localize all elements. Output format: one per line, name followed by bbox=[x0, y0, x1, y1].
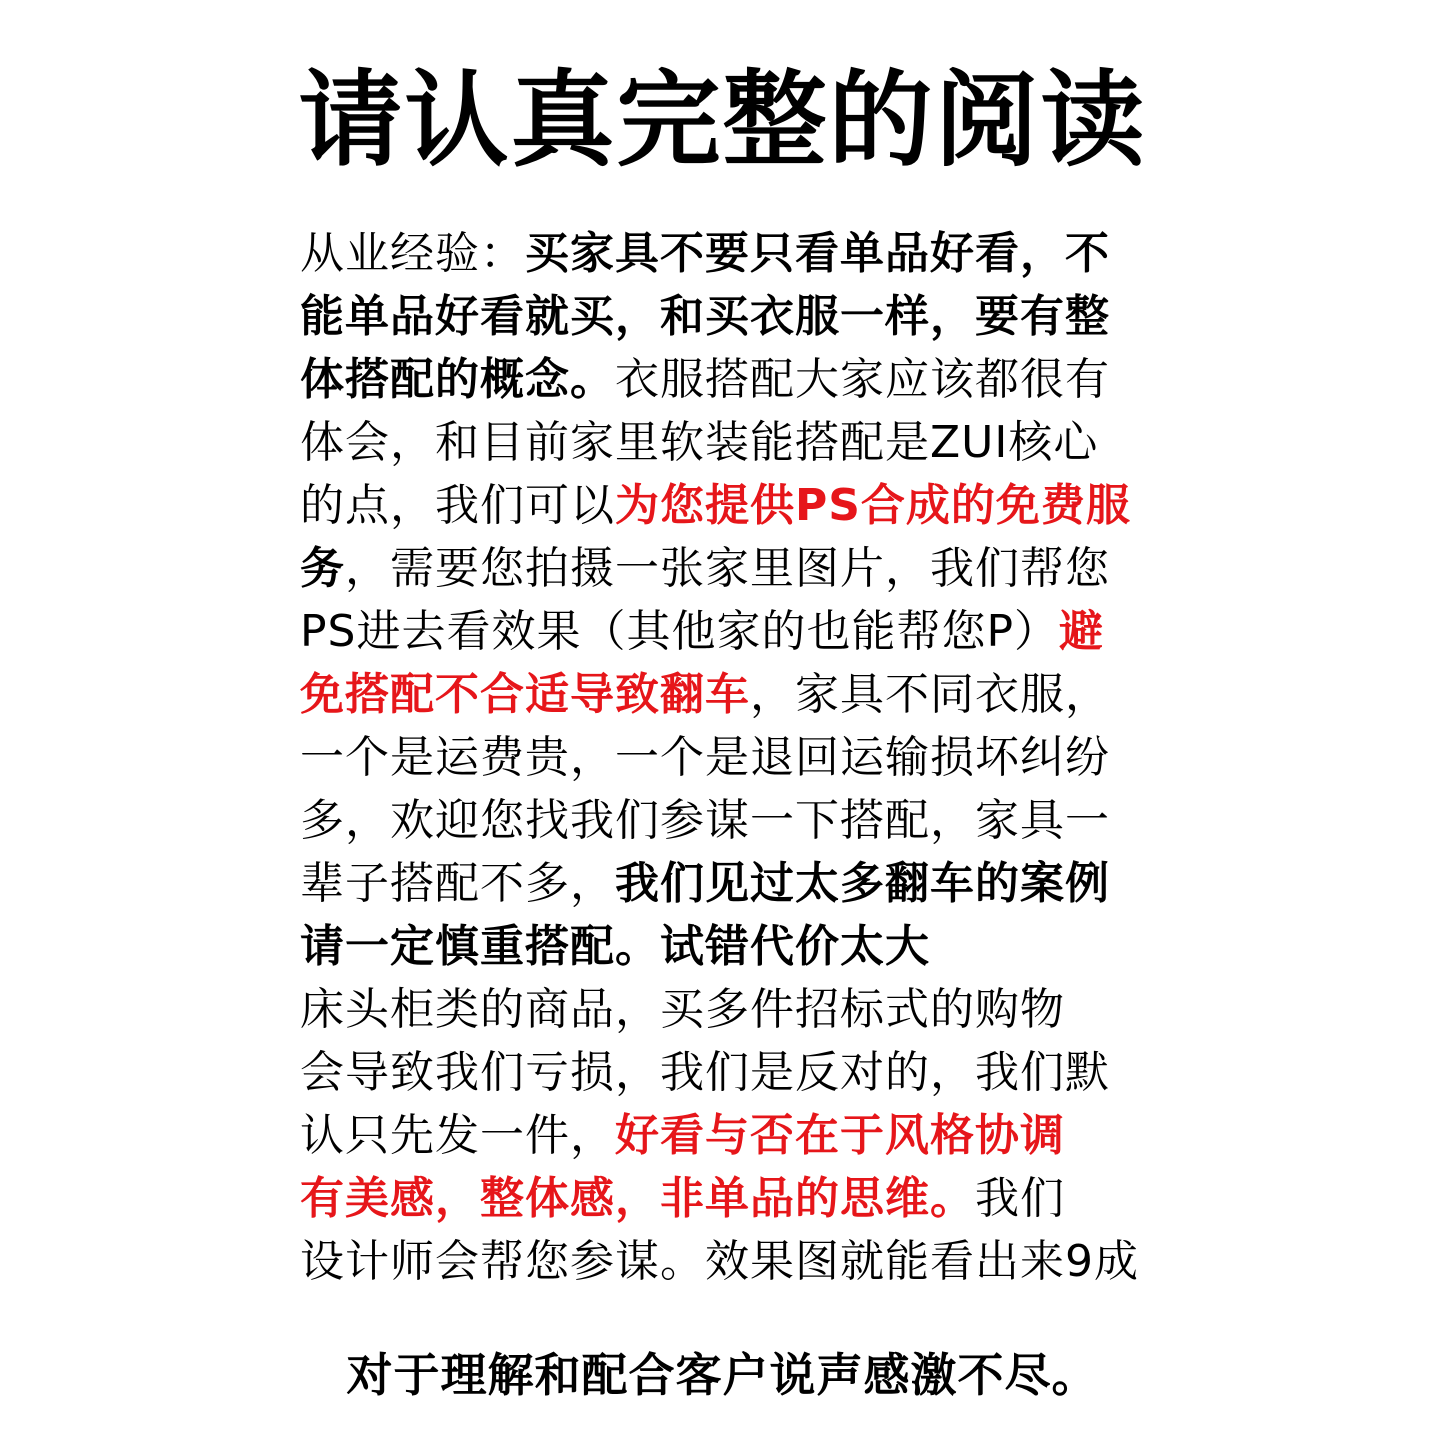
text-line bbox=[300, 474, 1180, 537]
body-text-segment: 多，欢迎您找我们参谋一下搭配，家具一 bbox=[300, 795, 1110, 846]
footer-thanks: 对于理解和配合客户说声感激不尽。 bbox=[346, 1348, 1099, 1402]
highlight-text: 有美感，整体感，非单品的思维。 bbox=[300, 1173, 975, 1224]
body-text-segment: 衣服搭配大家应该都很有 bbox=[615, 354, 1110, 405]
text-line bbox=[300, 600, 1180, 663]
body-text-segment: 辈子搭配不多， bbox=[300, 858, 615, 909]
emphasis-text: 买家具不要只看单品好看，不 bbox=[525, 228, 1110, 279]
body-text-segment: 从业经验： bbox=[300, 228, 525, 279]
text-line bbox=[300, 663, 1180, 726]
text-line bbox=[300, 222, 1180, 285]
highlight-text: 好看与否在于风格协调 bbox=[615, 1110, 1065, 1161]
text-line bbox=[300, 1230, 1180, 1293]
text-line bbox=[300, 852, 1180, 915]
body-text-segment: 一个是运费贵，一个是退回运输损坏纠纷 bbox=[300, 732, 1110, 783]
text-line bbox=[300, 915, 1180, 978]
body-text-segment: 会导致我们亏损，我们是反对的，我们默 bbox=[300, 1047, 1110, 1098]
emphasis-text: 我们见过太多翻车的案例 bbox=[615, 858, 1110, 909]
highlight-text: 为您提供PS合成的免费服 bbox=[615, 480, 1131, 531]
page-title: 请认真完整的阅读 bbox=[298, 59, 1147, 181]
body-text-segment: ，需要您拍摄一张家里图片，我们帮您 bbox=[345, 543, 1110, 594]
notice-body bbox=[300, 222, 1180, 1293]
highlight-text: 避 bbox=[1059, 606, 1104, 657]
body-text-segment: 设计师会帮您参谋。效果图就能看出来9成 bbox=[300, 1236, 1139, 1287]
body-text-segment: 我们 bbox=[975, 1173, 1065, 1224]
body-text-segment: 的点，我们可以 bbox=[300, 480, 615, 531]
text-line bbox=[300, 1041, 1180, 1104]
text-line bbox=[300, 537, 1180, 600]
highlight-text: 免搭配不合适导致翻车 bbox=[300, 669, 750, 720]
body-text-segment: ，家具不同衣服， bbox=[750, 669, 1110, 720]
body-text-segment: PS进去看效果（其他家的也能帮您P） bbox=[300, 606, 1059, 657]
text-line bbox=[300, 1104, 1180, 1167]
text-line bbox=[300, 285, 1180, 348]
text-line bbox=[300, 789, 1180, 852]
text-line bbox=[300, 726, 1180, 789]
body-text-segment: 认只先发一件， bbox=[300, 1110, 615, 1161]
text-line bbox=[300, 348, 1180, 411]
text-line bbox=[300, 411, 1180, 474]
text-line bbox=[300, 978, 1180, 1041]
body-text-segment: 体会，和目前家里软装能搭配是ZUI核心 bbox=[300, 417, 1099, 468]
emphasis-text: 请一定慎重搭配。试错代价太大 bbox=[300, 921, 930, 972]
text-line bbox=[300, 1167, 1180, 1230]
emphasis-text: 能单品好看就买，和买衣服一样，要有整 bbox=[300, 291, 1110, 342]
body-text-segment: 床头柜类的商品，买多件招标式的购物 bbox=[300, 984, 1065, 1035]
emphasis-text: 务 bbox=[300, 543, 345, 594]
emphasis-text: 体搭配的概念。 bbox=[300, 354, 615, 405]
